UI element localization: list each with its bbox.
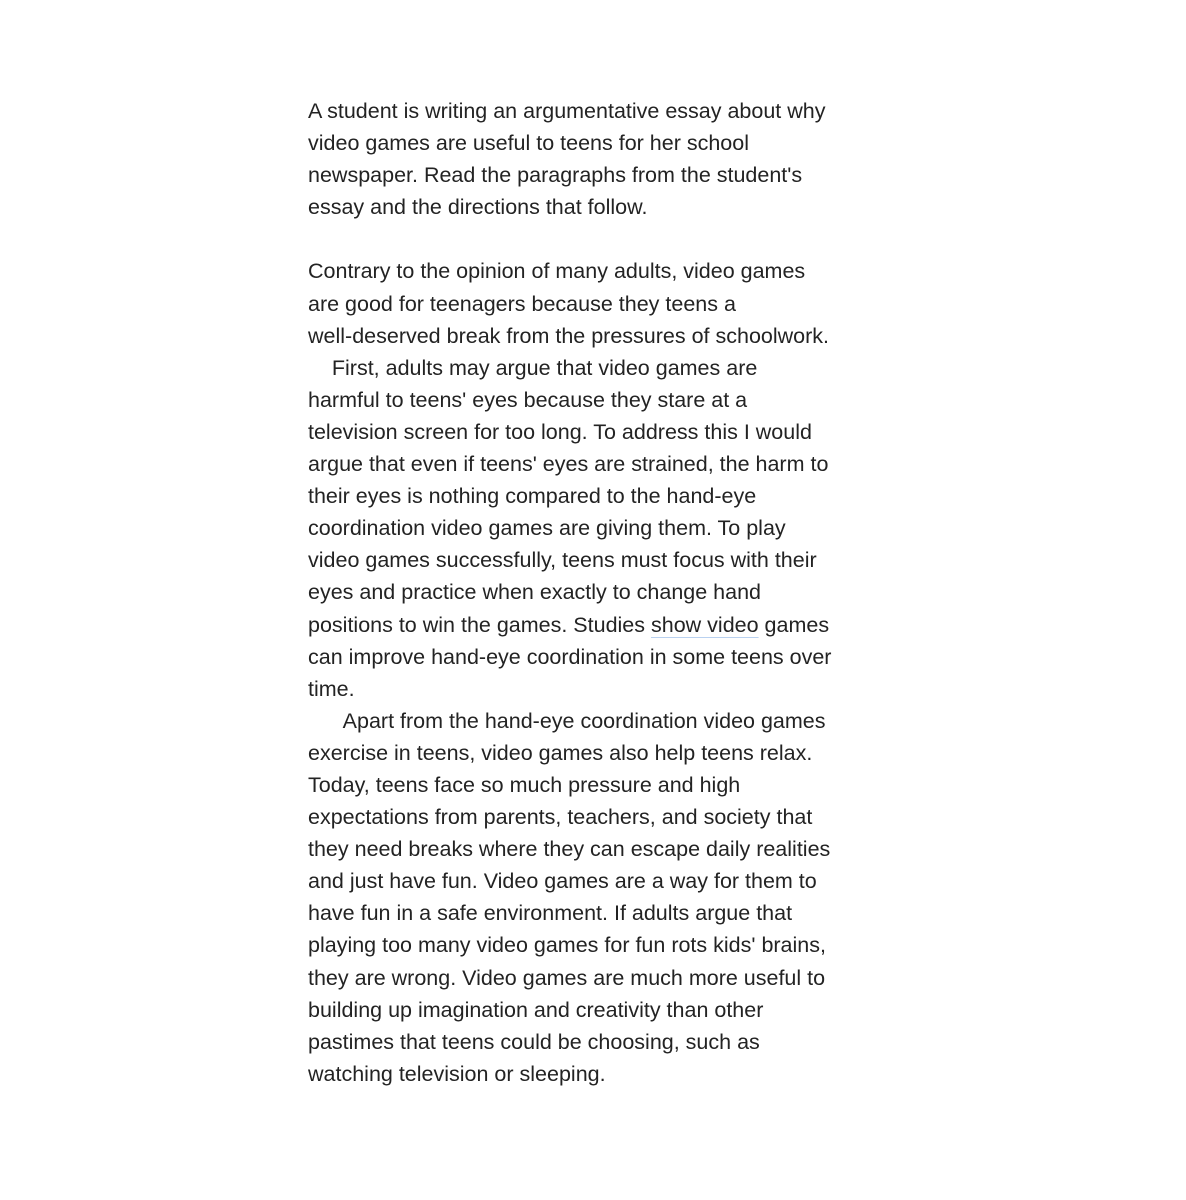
text-line: A student is writing an argumentative essay about why — [308, 99, 826, 123]
text-line: newspaper. Read the paragraphs from the student's — [308, 163, 803, 188]
text-line — [308, 609, 908, 641]
text-line: pastimes that teens could be choosing, such as — [308, 1029, 760, 1054]
text-line: essay and the directions that follow. — [308, 195, 648, 220]
text-line: can improve hand-eye coordination in some teens over — [308, 644, 832, 669]
text-segment: positions to win the games. Studies — [308, 612, 651, 637]
essay-paragraph-2 — [308, 352, 908, 705]
text-line: argue that even if teens' eyes are strained, the harm to — [308, 452, 829, 477]
text-line: they are wrong. Video games are much more useful to — [308, 965, 826, 990]
text-line: expectations from parents, teachers, and society that — [308, 805, 813, 830]
paragraph-spacer — [308, 223, 908, 255]
text-line: harmful to teens' eyes because they stare at a — [308, 387, 748, 412]
text-line: coordination video games are giving them. To play — [308, 516, 786, 541]
text-line: are good for teenagers because they teens a — [308, 291, 736, 316]
text-line: Today, teens face so much pressure and high — [308, 772, 741, 797]
text-line: Contrary to the opinion of many adults, video games — [308, 259, 806, 284]
essay-paragraph-3 — [308, 705, 908, 1090]
text-segment: games — [758, 612, 830, 637]
text-line: television screen for too long. To address this I would — [308, 419, 812, 444]
text-line: First, adults may argue that video games are — [308, 355, 758, 380]
text-line: and just have fun. Video games are a way for them to — [308, 869, 817, 894]
text-line: Apart from the hand-eye coordination video games — [308, 708, 826, 733]
text-line: building up imagination and creativity than other — [308, 997, 764, 1022]
text-line: video games successfully, teens must focus with their — [308, 548, 817, 573]
text-line: exercise in teens, video games also help teens relax. — [308, 740, 813, 765]
text-line: eyes and practice when exactly to change hand — [308, 580, 761, 605]
text-line: have fun in a safe environment. If adults argue that — [308, 901, 793, 926]
intro-paragraph — [308, 95, 908, 223]
text-line: they need breaks where they can escape daily realities — [308, 837, 831, 862]
text-line: playing too many video games for fun rots kids' brains, — [308, 933, 826, 958]
text-line: time. — [308, 676, 355, 701]
text-line: their eyes is nothing compared to the hand-eye — [308, 484, 757, 509]
text-line: well-deserved break from the pressures of schoolwork. — [308, 323, 829, 348]
document-body — [308, 95, 908, 1090]
essay-paragraph-1 — [308, 255, 908, 351]
text-line: watching television or sleeping. — [308, 1061, 606, 1086]
text-line: video games are useful to teens for her school — [308, 131, 750, 156]
underlined-phrase[interactable]: show video — [651, 612, 759, 637]
